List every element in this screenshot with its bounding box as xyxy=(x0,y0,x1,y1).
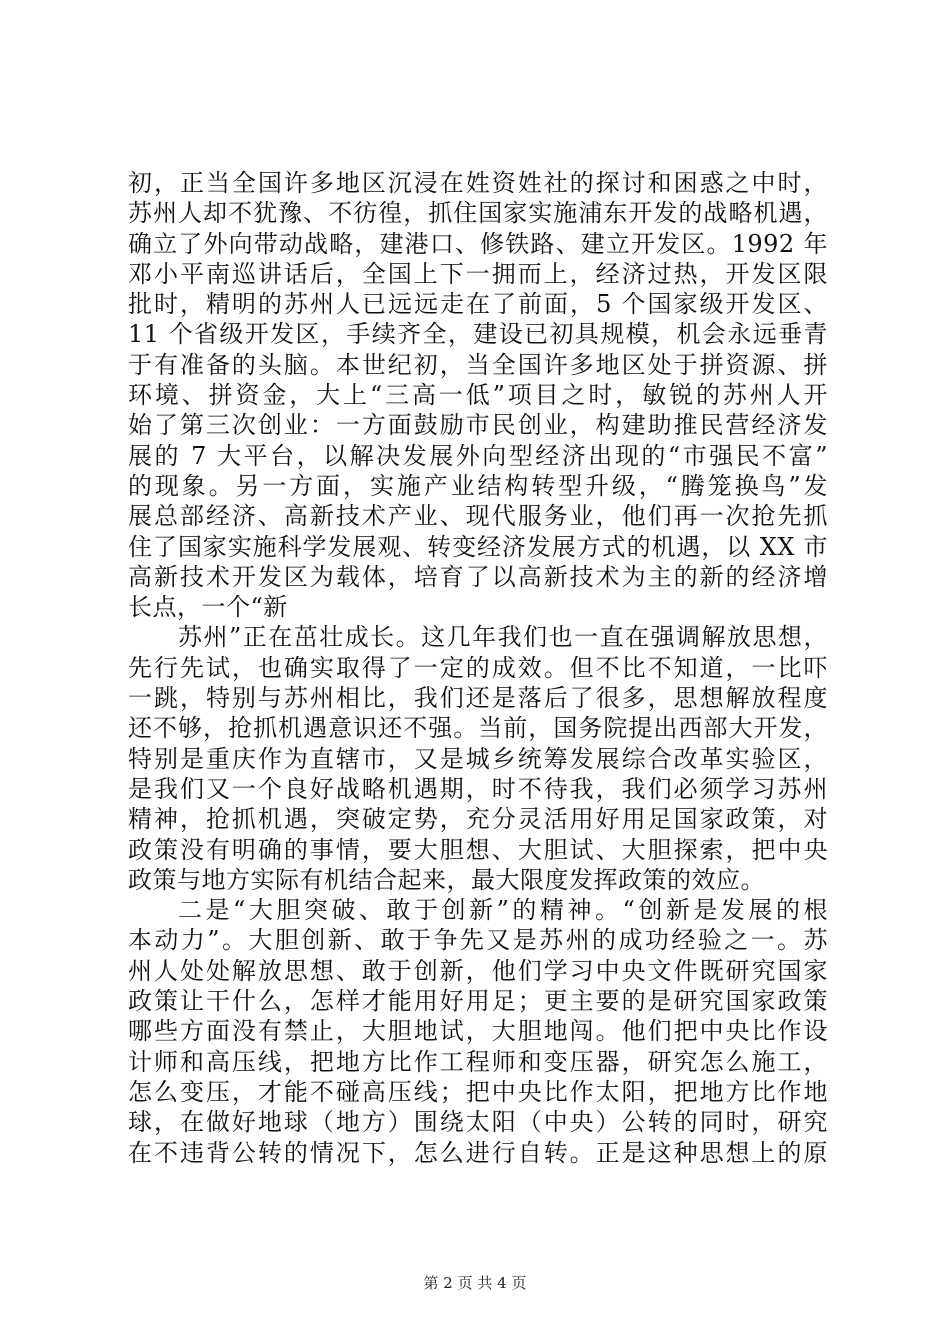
text-line: 的现象。另一方面，实施产业结构转型升级，“腾笼换鸟”发 xyxy=(128,471,828,500)
text-line: 精神，抢抓机遇，突破定势，充分灵活用好用足国家政策，对 xyxy=(128,805,828,834)
text-line: 展的 7 大平台，以解决发展外向型经济出现的“市强民不富” xyxy=(128,441,828,470)
text-line: 初，正当全国许多地区沉浸在姓资姓社的探讨和困惑之中时， xyxy=(128,169,828,197)
text-line: 二是“大胆突破、敢于创新”的精神。“创新是发展的根 xyxy=(178,896,828,925)
text-line: 11 个省级开发区，手续齐全，建设已初具规模，机会永远垂青 xyxy=(128,320,828,349)
page-number-footer: 第 2 页 共 4 页 xyxy=(423,1274,527,1292)
text-line: 始了第三次创业：一方面鼓励市民创业，构建助推民营经济发 xyxy=(128,411,828,440)
text-line: 邓小平南巡讲话后，全国上下一拥而上，经济过热，开发区限 xyxy=(128,259,828,288)
text-line: 高新技术开发区为载体，培育了以高新技术为主的新的经济增 xyxy=(128,562,828,591)
text-line: 特别是重庆作为直辖市，又是城乡统筹发展综合改革实验区， xyxy=(128,744,828,773)
text-line: 于有准备的头脑。本世纪初，当全国许多地区处于拼资源、拼 xyxy=(128,350,828,379)
text-line: 住了国家实施科学发展观、转变经济发展方式的机遇，以 XX 市 xyxy=(128,532,828,561)
text-line: 确立了外向带动战略，建港口、修铁路、建立开发区。1992 年 xyxy=(128,229,828,258)
text-line: 批时，精明的苏州人已远远走在了前面，5 个国家级开发区、 xyxy=(128,290,828,319)
text-line: 长点，一个“新 xyxy=(128,593,288,622)
text-line: 环境、拼资金，大上“三高一低”项目之时，敏锐的苏州人开 xyxy=(128,381,828,410)
text-line: 先行先试，也确实取得了一定的成效。但不比不知道，一比吓 xyxy=(128,653,828,682)
text-line: 展总部经济、高新技术产业、现代服务业，他们再一次抢先抓 xyxy=(128,502,828,531)
text-line: 州人处处解放思想、敢于创新，他们学习中央文件既研究国家 xyxy=(128,956,828,985)
body-text xyxy=(128,168,828,1168)
text-line: 是我们又一个良好战略机遇期，时不待我，我们必须学习苏州 xyxy=(128,774,828,803)
text-line: 怎么变压，才能不碰高压线；把中央比作太阳，把地方比作地 xyxy=(128,1077,828,1106)
text-line: 政策让干什么，怎样才能用好用足；更主要的是研究国家政策 xyxy=(128,987,828,1016)
text-line: 一跳，特别与苏州相比，我们还是落后了很多，思想解放程度 xyxy=(128,684,828,713)
text-line: 计师和高压线，把地方比作工程师和变压器，研究怎么施工， xyxy=(128,1047,828,1076)
text-line: 还不够，抢抓机遇意识还不强。当前，国务院提出西部大开发， xyxy=(128,714,828,743)
text-line: 苏州”正在茁壮成长。这几年我们也一直在强调解放思想， xyxy=(178,623,828,652)
text-line: 球，在做好地球（地方）围绕太阳（中央）公转的同时，研究 xyxy=(128,1108,828,1137)
text-line: 在不违背公转的情况下，怎么进行自转。正是这种思想上的原 xyxy=(128,1138,828,1167)
text-line: 哪些方面没有禁止，大胆地试，大胆地闯。他们把中央比作设 xyxy=(128,1017,828,1046)
text-line: 苏州人却不犹豫、不彷徨，抓住国家实施浦东开发的战略机遇， xyxy=(128,199,828,228)
text-line: 政策没有明确的事情，要大胆想、大胆试、大胆探索，把中央 xyxy=(128,835,828,864)
text-line: 政策与地方实际有机结合起来，最大限度发挥政策的效应。 xyxy=(128,865,765,894)
text-line: 本动力”。大胆创新、敢于争先又是苏州的成功经验之一。苏 xyxy=(128,926,828,955)
